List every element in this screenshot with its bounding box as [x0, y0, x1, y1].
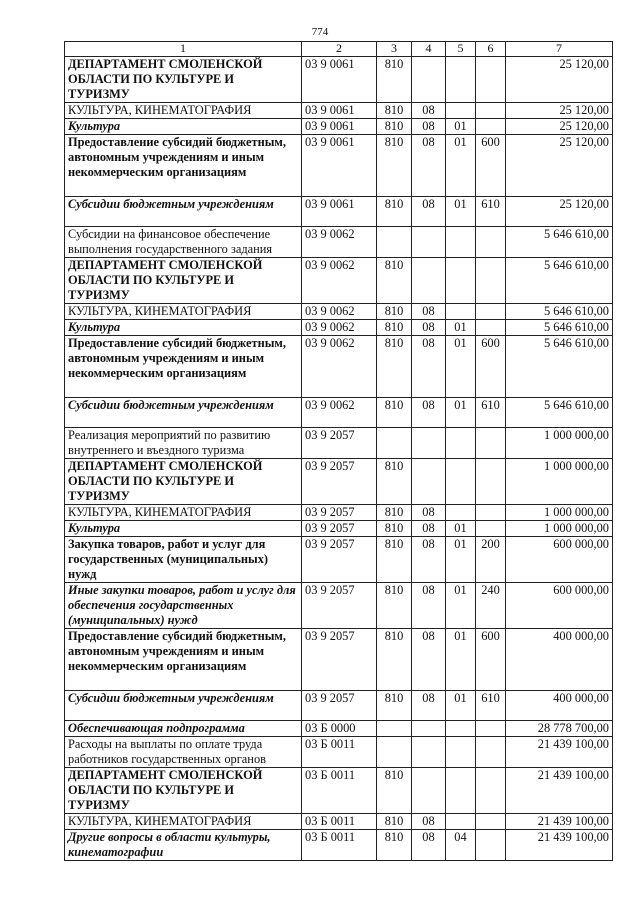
row-name: Обеспечивающая подпрограмма [65, 721, 302, 737]
row-section: 08 [412, 119, 446, 135]
row-section: 08 [412, 505, 446, 521]
table-row [65, 521, 613, 537]
row-amount: 28 778 700,00 [506, 721, 613, 737]
row-name: Расходы на выплаты по оплате труда работников государственных органов [65, 737, 302, 768]
row-code: 03 9 2057 [302, 459, 377, 505]
row-subsection: 01 [446, 398, 476, 428]
column-header: 7 [506, 42, 613, 57]
row-name: Предоставление субсидий бюджетным, автономным учреждениям и иным некоммерческим организациям [65, 629, 302, 691]
table-row [65, 830, 613, 861]
row-name: Культура [65, 521, 302, 537]
row-grbs: 810 [377, 336, 412, 398]
row-expense-type [476, 119, 506, 135]
column-header: 3 [377, 42, 412, 57]
row-subsection [446, 57, 476, 103]
row-name: Предоставление субсидий бюджетным, автономным учреждениям и иным некоммерческим организациям [65, 135, 302, 197]
table-row [65, 119, 613, 135]
row-grbs: 810 [377, 398, 412, 428]
table-row [65, 135, 613, 197]
table-row [65, 737, 613, 768]
table-row [65, 721, 613, 737]
table-row [65, 320, 613, 336]
row-subsection: 01 [446, 197, 476, 227]
row-section: 08 [412, 814, 446, 830]
table-row [65, 428, 613, 459]
row-section: 08 [412, 320, 446, 336]
row-grbs: 810 [377, 768, 412, 814]
row-expense-type [476, 57, 506, 103]
row-subsection: 01 [446, 583, 476, 629]
row-expense-type [476, 814, 506, 830]
row-code: 03 9 2057 [302, 537, 377, 583]
row-section [412, 57, 446, 103]
column-header: 4 [412, 42, 446, 57]
row-amount: 5 646 610,00 [506, 320, 613, 336]
row-amount: 21 439 100,00 [506, 830, 613, 861]
row-expense-type [476, 721, 506, 737]
row-name: Закупка товаров, работ и услуг для государственных (муниципальных) нужд [65, 537, 302, 583]
row-expense-type: 610 [476, 398, 506, 428]
row-grbs: 810 [377, 830, 412, 861]
row-section [412, 721, 446, 737]
row-amount: 5 646 610,00 [506, 398, 613, 428]
row-grbs: 810 [377, 57, 412, 103]
row-amount: 25 120,00 [506, 57, 613, 103]
row-name: Предоставление субсидий бюджетным, автономным учреждениям и иным некоммерческим организациям [65, 336, 302, 398]
row-expense-type: 600 [476, 629, 506, 691]
row-section: 08 [412, 691, 446, 721]
row-amount: 600 000,00 [506, 537, 613, 583]
table-row [65, 691, 613, 721]
row-name: КУЛЬТУРА, КИНЕМАТОГРАФИЯ [65, 103, 302, 119]
row-code: 03 Б 0000 [302, 721, 377, 737]
row-grbs: 810 [377, 814, 412, 830]
row-subsection [446, 737, 476, 768]
row-expense-type: 240 [476, 583, 506, 629]
table-row [65, 398, 613, 428]
row-section [412, 227, 446, 258]
row-name: Культура [65, 320, 302, 336]
row-name: Иные закупки товаров, работ и услуг для обеспечения государственных (муниципальных) нужд [65, 583, 302, 629]
table-row [65, 57, 613, 103]
row-amount: 5 646 610,00 [506, 258, 613, 304]
table-row [65, 505, 613, 521]
row-code: 03 Б 0011 [302, 814, 377, 830]
row-code: 03 9 2057 [302, 521, 377, 537]
row-name: КУЛЬТУРА, КИНЕМАТОГРАФИЯ [65, 814, 302, 830]
row-section: 08 [412, 629, 446, 691]
row-code: 03 Б 0011 [302, 830, 377, 861]
row-expense-type: 610 [476, 197, 506, 227]
row-expense-type [476, 768, 506, 814]
row-subsection: 01 [446, 336, 476, 398]
row-expense-type [476, 521, 506, 537]
row-amount: 600 000,00 [506, 583, 613, 629]
row-code: 03 9 0061 [302, 197, 377, 227]
row-amount: 25 120,00 [506, 119, 613, 135]
row-expense-type [476, 428, 506, 459]
row-name: ДЕПАРТАМЕНТ СМОЛЕНСКОЙ ОБЛАСТИ ПО КУЛЬТУРЕ И ТУРИЗМУ [65, 459, 302, 505]
row-code: 03 9 0062 [302, 304, 377, 320]
page-number: 774 [311, 26, 329, 38]
table-row [65, 227, 613, 258]
row-section: 08 [412, 583, 446, 629]
row-name: Другие вопросы в области культуры, кинематографии [65, 830, 302, 861]
row-expense-type: 600 [476, 336, 506, 398]
row-expense-type: 610 [476, 691, 506, 721]
row-grbs: 810 [377, 691, 412, 721]
row-section: 08 [412, 135, 446, 197]
row-code: 03 9 0062 [302, 336, 377, 398]
row-grbs: 810 [377, 119, 412, 135]
row-subsection [446, 768, 476, 814]
row-code: 03 9 2057 [302, 428, 377, 459]
row-expense-type [476, 459, 506, 505]
column-header: 5 [446, 42, 476, 57]
table-row [65, 304, 613, 320]
table-row [65, 336, 613, 398]
row-code: 03 9 2057 [302, 583, 377, 629]
row-section: 08 [412, 103, 446, 119]
row-subsection [446, 721, 476, 737]
row-amount: 25 120,00 [506, 135, 613, 197]
row-subsection: 01 [446, 691, 476, 721]
budget-table [64, 41, 613, 861]
row-subsection: 01 [446, 521, 476, 537]
row-code: 03 9 2057 [302, 505, 377, 521]
row-subsection: 01 [446, 537, 476, 583]
table-row [65, 814, 613, 830]
row-subsection: 04 [446, 830, 476, 861]
row-section: 08 [412, 537, 446, 583]
row-amount: 1 000 000,00 [506, 459, 613, 505]
row-section: 08 [412, 521, 446, 537]
row-grbs [377, 428, 412, 459]
row-amount: 25 120,00 [506, 197, 613, 227]
row-amount: 5 646 610,00 [506, 227, 613, 258]
row-section [412, 737, 446, 768]
row-section [412, 768, 446, 814]
row-grbs: 810 [377, 320, 412, 336]
row-grbs: 810 [377, 505, 412, 521]
row-subsection: 01 [446, 135, 476, 197]
row-name: Субсидии бюджетным учреждениям [65, 691, 302, 721]
row-code: 03 Б 0011 [302, 768, 377, 814]
table-body [65, 57, 613, 861]
row-code: 03 9 0061 [302, 119, 377, 135]
row-code: 03 9 0062 [302, 320, 377, 336]
row-expense-type [476, 737, 506, 768]
row-name: Субсидии на финансовое обеспечение выполнения государственного задания [65, 227, 302, 258]
table-row [65, 537, 613, 583]
row-expense-type: 200 [476, 537, 506, 583]
row-expense-type [476, 830, 506, 861]
row-subsection [446, 505, 476, 521]
row-amount: 400 000,00 [506, 629, 613, 691]
row-code: 03 9 0061 [302, 135, 377, 197]
row-subsection [446, 814, 476, 830]
row-code: 03 9 2057 [302, 691, 377, 721]
table-header-row [65, 42, 613, 57]
table-row [65, 103, 613, 119]
row-section [412, 459, 446, 505]
row-code: 03 Б 0011 [302, 737, 377, 768]
row-amount: 21 439 100,00 [506, 737, 613, 768]
row-section: 08 [412, 304, 446, 320]
row-grbs: 810 [377, 583, 412, 629]
row-section [412, 428, 446, 459]
row-code: 03 9 0062 [302, 227, 377, 258]
row-name: ДЕПАРТАМЕНТ СМОЛЕНСКОЙ ОБЛАСТИ ПО КУЛЬТУРЕ И ТУРИЗМУ [65, 57, 302, 103]
row-subsection [446, 103, 476, 119]
row-subsection: 01 [446, 320, 476, 336]
table-row [65, 768, 613, 814]
row-expense-type [476, 304, 506, 320]
row-grbs: 810 [377, 197, 412, 227]
row-expense-type [476, 320, 506, 336]
row-amount: 25 120,00 [506, 103, 613, 119]
row-grbs: 810 [377, 537, 412, 583]
table-row [65, 258, 613, 304]
row-name: Реализация мероприятий по развитию внутреннего и въездного туризма [65, 428, 302, 459]
row-name: КУЛЬТУРА, КИНЕМАТОГРАФИЯ [65, 505, 302, 521]
row-subsection: 01 [446, 629, 476, 691]
row-subsection: 01 [446, 119, 476, 135]
row-amount: 1 000 000,00 [506, 428, 613, 459]
table-row [65, 459, 613, 505]
column-header: 6 [476, 42, 506, 57]
column-header: 1 [65, 42, 302, 57]
row-amount: 1 000 000,00 [506, 521, 613, 537]
row-grbs: 810 [377, 258, 412, 304]
row-grbs: 810 [377, 521, 412, 537]
row-subsection [446, 459, 476, 505]
row-name: Культура [65, 119, 302, 135]
row-grbs: 810 [377, 103, 412, 119]
row-subsection [446, 304, 476, 320]
row-name: ДЕПАРТАМЕНТ СМОЛЕНСКОЙ ОБЛАСТИ ПО КУЛЬТУРЕ И ТУРИЗМУ [65, 768, 302, 814]
row-name: КУЛЬТУРА, КИНЕМАТОГРАФИЯ [65, 304, 302, 320]
row-expense-type [476, 258, 506, 304]
row-grbs: 810 [377, 304, 412, 320]
table-row [65, 583, 613, 629]
row-expense-type [476, 505, 506, 521]
row-expense-type [476, 227, 506, 258]
row-grbs [377, 721, 412, 737]
table-row [65, 629, 613, 691]
row-section [412, 258, 446, 304]
row-grbs [377, 737, 412, 768]
row-name: Субсидии бюджетным учреждениям [65, 398, 302, 428]
row-section: 08 [412, 398, 446, 428]
row-amount: 21 439 100,00 [506, 768, 613, 814]
row-code: 03 9 0062 [302, 258, 377, 304]
row-subsection [446, 227, 476, 258]
row-name: ДЕПАРТАМЕНТ СМОЛЕНСКОЙ ОБЛАСТИ ПО КУЛЬТУРЕ И ТУРИЗМУ [65, 258, 302, 304]
row-subsection [446, 428, 476, 459]
row-expense-type [476, 103, 506, 119]
row-grbs: 810 [377, 459, 412, 505]
row-code: 03 9 0062 [302, 398, 377, 428]
row-amount: 21 439 100,00 [506, 814, 613, 830]
row-code: 03 9 2057 [302, 629, 377, 691]
row-grbs [377, 227, 412, 258]
row-code: 03 9 0061 [302, 57, 377, 103]
row-grbs: 810 [377, 135, 412, 197]
row-subsection [446, 258, 476, 304]
row-section: 08 [412, 830, 446, 861]
row-amount: 5 646 610,00 [506, 304, 613, 320]
row-amount: 400 000,00 [506, 691, 613, 721]
row-section: 08 [412, 336, 446, 398]
row-code: 03 9 0061 [302, 103, 377, 119]
row-section: 08 [412, 197, 446, 227]
column-header: 2 [302, 42, 377, 57]
row-grbs: 810 [377, 629, 412, 691]
row-name: Субсидии бюджетным учреждениям [65, 197, 302, 227]
row-amount: 5 646 610,00 [506, 336, 613, 398]
table-row [65, 197, 613, 227]
row-amount: 1 000 000,00 [506, 505, 613, 521]
row-expense-type: 600 [476, 135, 506, 197]
